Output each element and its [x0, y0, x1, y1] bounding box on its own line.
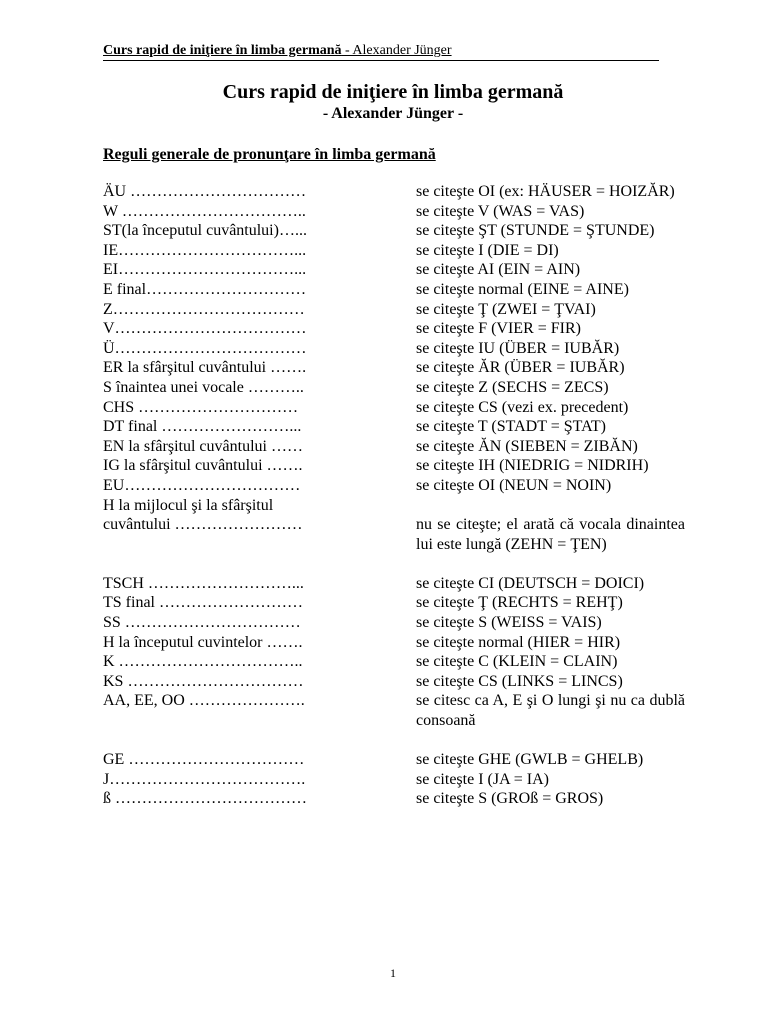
rule-row [103, 496, 685, 516]
rule-pronunciation: se citeşte I (DIE = DI) [416, 241, 559, 259]
rule-pronunciation: se citeşte S (GROß = GROS) [416, 790, 604, 808]
rule-row [103, 417, 685, 437]
rule-pronunciation: se citeşte T (STADT = ŞTAT) [416, 418, 606, 436]
rule-letters: H la mijlocul şi la sfârşitul [103, 496, 274, 514]
rule-pronunciation: se citeşte GHE (GWLB = GHELB) [416, 751, 644, 769]
rule-row [103, 241, 685, 261]
rule-row [103, 300, 685, 320]
rule-letters: DT final ……………………... [103, 418, 302, 436]
header-author: - Alexander Jünger [341, 43, 452, 58]
rule-letters: Z……………………………… [103, 300, 305, 318]
rule-row [103, 574, 685, 594]
rule-letters: AA, EE, OO …………………. [103, 692, 305, 710]
rule-pronunciation: se citeşte ŞT (STUNDE = ŞTUNDE) [416, 222, 655, 240]
rule-letters: IE……………………………... [103, 241, 307, 259]
rule-pronunciation: se citeşte normal (HIER = HIR) [416, 633, 621, 651]
rule-row [103, 672, 685, 692]
rule-pronunciation: nu se citeşte; el arată că vocala dinaintea lui este lungă (ZEHN = ŢEN) [416, 516, 685, 553]
rule-letters: TSCH ………………………... [103, 574, 304, 592]
rule-letters: IG la sfârşitul cuvântului ……. [103, 457, 303, 475]
rule-row [103, 260, 685, 280]
rule-letters: CHS ………………………… [103, 398, 299, 416]
rule-pronunciation: se citeşte Ţ (RECHTS = REHŢ) [416, 594, 623, 612]
rule-pronunciation: se citeşte Z (SECHS = ZECS) [416, 378, 609, 396]
rule-pronunciation: se citeşte CS (LINKS = LINCS) [416, 672, 623, 690]
rule-row [103, 202, 685, 222]
rule-letters: cuvântului …………………… [103, 516, 303, 534]
rule-row [103, 398, 685, 418]
rule-letters: ß ……………………………… [103, 790, 307, 808]
rule-letters: EN la sfârşitul cuvântului …… [103, 437, 303, 455]
rule-letters: EI……………………………... [103, 261, 307, 279]
rule-row [103, 378, 685, 398]
rule-row [103, 750, 685, 770]
rule-row [103, 437, 685, 457]
rule-row [103, 476, 685, 496]
rule-pronunciation [416, 496, 685, 516]
rule-row [103, 770, 685, 790]
rule-pronunciation: se citesc ca A, E şi O lungi şi nu ca dublă consoană [416, 692, 685, 730]
rule-letters: H la începutul cuvintelor ……. [103, 633, 303, 651]
rule-pronunciation: se citeşte normal (EINE = AINE) [416, 280, 629, 298]
rule-pronunciation: se citeşte S (WEISS = VAIS) [416, 614, 602, 632]
rule-pronunciation: se citeşte IU (ÜBER = IUBĂR) [416, 339, 620, 357]
rule-letters: ÄU …………………………… [103, 183, 307, 200]
rule-row [103, 182, 685, 202]
blank-line [103, 731, 685, 751]
blank-line [103, 554, 685, 574]
rule-letters: SS …………………………… [103, 614, 301, 632]
rule-letters: GE …………………………… [103, 751, 305, 769]
pronunciation-rules-list [103, 182, 685, 809]
rule-row [103, 593, 685, 613]
rule-row [103, 515, 685, 554]
rule-letters: K …………………………….. [103, 653, 303, 671]
rule-letters: EU…………………………… [103, 476, 301, 494]
rule-pronunciation: se citeşte OI (ex: HÄUSER = HOIZĂR) [416, 183, 675, 200]
rule-pronunciation: se citeşte I (JA = IA) [416, 770, 549, 788]
rule-row [103, 691, 685, 730]
rule-row [103, 613, 685, 633]
rule-pronunciation: se citeşte C (KLEIN = CLAIN) [416, 653, 618, 671]
rule-pronunciation: se citeşte Ţ (ZWEI = ŢVAI) [416, 300, 596, 318]
running-header [103, 42, 659, 61]
rule-pronunciation: se citeşte F (VIER = FIR) [416, 320, 581, 338]
section-heading: Reguli generale de pronunţare în limba germană [103, 146, 436, 163]
rule-letters: Ü……………………………… [103, 339, 307, 357]
rule-pronunciation: se citeşte V (WAS = VAS) [416, 202, 585, 220]
rule-row [103, 280, 685, 300]
rule-letters: ST(la începutul cuvântului)…... [103, 222, 307, 240]
rule-row [103, 456, 685, 476]
rule-row [103, 633, 685, 653]
rule-row [103, 319, 685, 339]
rule-row [103, 221, 685, 241]
header-title: Curs rapid de iniţiere în limba germană [103, 43, 342, 58]
document-subtitle: - Alexander Jünger - [322, 105, 464, 122]
rule-pronunciation: se citeşte CI (DEUTSCH = DOICI) [416, 574, 645, 592]
rule-letters: TS final ……………………… [103, 594, 303, 612]
rule-row [103, 789, 685, 809]
page-number: 1 [390, 966, 396, 980]
rule-letters: W …………………………….. [103, 202, 306, 220]
rule-pronunciation: se citeşte OI (NEUN = NOIN) [416, 476, 612, 494]
rule-letters: ER la sfârşitul cuvântului ……. [103, 359, 307, 377]
rule-letters: J………………………………. [103, 770, 306, 788]
rule-letters: V……………………………… [103, 320, 307, 338]
rule-pronunciation: se citeşte ĂR (ÜBER = IUBĂR) [416, 359, 625, 377]
rule-pronunciation: se citeşte CS (vezi ex. precedent) [416, 398, 629, 416]
rule-row [103, 652, 685, 672]
rule-pronunciation: se citeşte ĂN (SIEBEN = ZIBĂN) [416, 437, 638, 455]
rule-pronunciation: se citeşte IH (NIEDRIG = NIDRIH) [416, 457, 649, 475]
rule-letters: E final………………………… [103, 280, 307, 298]
rule-row [103, 339, 685, 359]
rule-pronunciation: se citeşte AI (EIN = AIN) [416, 261, 581, 279]
rule-letters: S înaintea unei vocale ……….. [103, 378, 304, 396]
rule-letters: KS …………………………… [103, 672, 304, 690]
rule-row [103, 358, 685, 378]
document-title: Curs rapid de iniţiere în limba germană [222, 81, 564, 103]
